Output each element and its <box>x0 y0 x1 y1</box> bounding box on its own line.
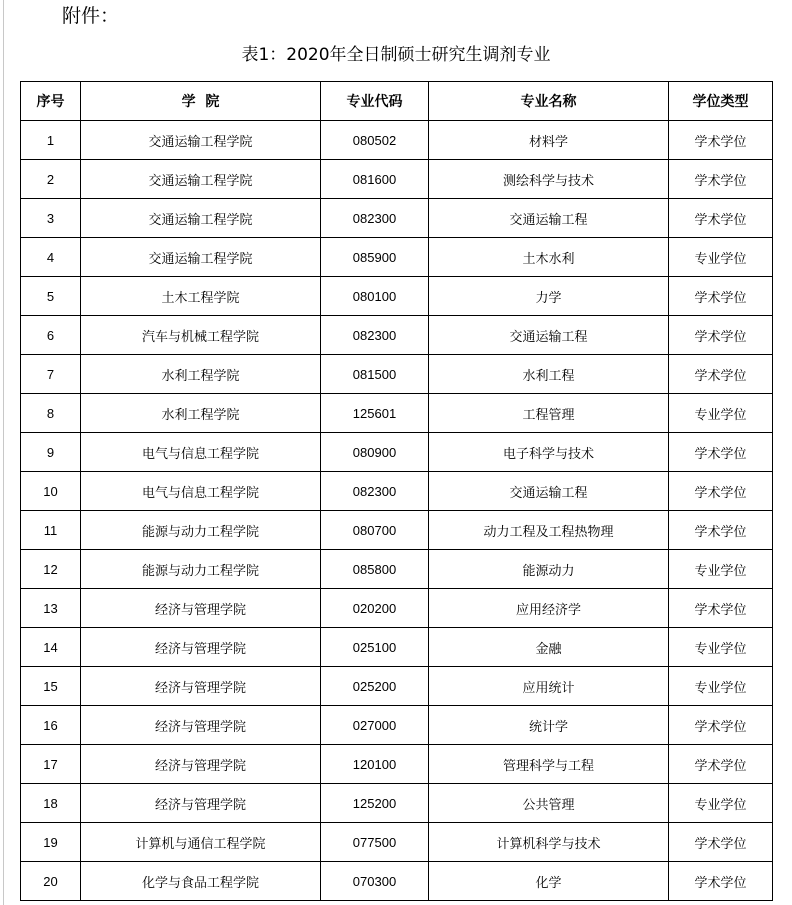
table-row <box>21 823 773 862</box>
header-row <box>21 82 773 121</box>
degree-type-cell: 专业学位 <box>669 784 773 823</box>
major-name-cell: 应用经济学 <box>429 589 669 628</box>
college-cell: 经济与管理学院 <box>81 628 321 667</box>
row-number: 10 <box>21 472 81 511</box>
table-row <box>21 160 773 199</box>
college-cell: 交通运输工程学院 <box>81 238 321 277</box>
college-cell: 化学与食品工程学院 <box>81 862 321 901</box>
major-code-cell: 077500 <box>321 823 429 862</box>
degree-type-cell: 专业学位 <box>669 550 773 589</box>
table-row <box>21 511 773 550</box>
row-number: 15 <box>21 667 81 706</box>
major-name-cell: 工程管理 <box>429 394 669 433</box>
col-header-major: 专业名称 <box>429 82 669 121</box>
degree-type-cell: 专业学位 <box>669 628 773 667</box>
degree-type-cell: 学术学位 <box>669 472 773 511</box>
table-row <box>21 589 773 628</box>
degree-type-cell: 学术学位 <box>669 355 773 394</box>
majors-table <box>20 81 773 901</box>
major-code-cell: 082300 <box>321 199 429 238</box>
major-name-cell: 动力工程及工程热物理 <box>429 511 669 550</box>
row-number: 3 <box>21 199 81 238</box>
degree-type-cell: 学术学位 <box>669 433 773 472</box>
major-name-cell: 管理科学与工程 <box>429 745 669 784</box>
row-number: 1 <box>21 121 81 160</box>
table-row <box>21 550 773 589</box>
major-name-cell: 电子科学与技术 <box>429 433 669 472</box>
college-cell: 交通运输工程学院 <box>81 199 321 238</box>
major-code-cell: 125200 <box>321 784 429 823</box>
left-margin-rule <box>3 0 4 905</box>
degree-type-cell: 学术学位 <box>669 589 773 628</box>
row-number: 2 <box>21 160 81 199</box>
major-code-cell: 081500 <box>321 355 429 394</box>
row-number: 11 <box>21 511 81 550</box>
col-header-college: 学 院 <box>81 82 321 121</box>
major-code-cell: 082300 <box>321 316 429 355</box>
college-cell: 经济与管理学院 <box>81 745 321 784</box>
row-number: 4 <box>21 238 81 277</box>
major-code-cell: 080700 <box>321 511 429 550</box>
table-row <box>21 433 773 472</box>
row-number: 16 <box>21 706 81 745</box>
col-header-degree: 学位类型 <box>669 82 773 121</box>
college-cell: 经济与管理学院 <box>81 667 321 706</box>
table-row <box>21 628 773 667</box>
college-cell: 交通运输工程学院 <box>81 160 321 199</box>
table-row <box>21 394 773 433</box>
college-cell: 汽车与机械工程学院 <box>81 316 321 355</box>
table-row <box>21 784 773 823</box>
major-name-cell: 公共管理 <box>429 784 669 823</box>
major-code-cell: 080100 <box>321 277 429 316</box>
degree-type-cell: 学术学位 <box>669 199 773 238</box>
college-cell: 经济与管理学院 <box>81 589 321 628</box>
degree-type-cell: 学术学位 <box>669 511 773 550</box>
degree-type-cell: 学术学位 <box>669 745 773 784</box>
major-code-cell: 080502 <box>321 121 429 160</box>
major-code-cell: 082300 <box>321 472 429 511</box>
college-cell: 水利工程学院 <box>81 394 321 433</box>
major-name-cell: 交通运输工程 <box>429 199 669 238</box>
row-number: 8 <box>21 394 81 433</box>
degree-type-cell: 学术学位 <box>669 160 773 199</box>
major-code-cell: 025200 <box>321 667 429 706</box>
major-code-cell: 085800 <box>321 550 429 589</box>
degree-type-cell: 学术学位 <box>669 823 773 862</box>
major-name-cell: 交通运输工程 <box>429 472 669 511</box>
table-title: 表1：2020年全日制硕士研究生调剂专业 <box>241 45 551 65</box>
major-name-cell: 统计学 <box>429 706 669 745</box>
row-number: 5 <box>21 277 81 316</box>
major-code-cell: 020200 <box>321 589 429 628</box>
table-row <box>21 706 773 745</box>
degree-type-cell: 学术学位 <box>669 316 773 355</box>
row-number: 14 <box>21 628 81 667</box>
college-cell: 计算机与通信工程学院 <box>81 823 321 862</box>
row-number: 18 <box>21 784 81 823</box>
degree-type-cell: 学术学位 <box>669 862 773 901</box>
table-row <box>21 238 773 277</box>
degree-type-cell: 专业学位 <box>669 238 773 277</box>
attachment-label: 附件： <box>62 5 120 27</box>
major-name-cell: 金融 <box>429 628 669 667</box>
col-header-no: 序号 <box>21 82 81 121</box>
major-code-cell: 081600 <box>321 160 429 199</box>
degree-type-cell: 学术学位 <box>669 121 773 160</box>
major-name-cell: 测绘科学与技术 <box>429 160 669 199</box>
table-row <box>21 472 773 511</box>
table-row <box>21 199 773 238</box>
row-number: 17 <box>21 745 81 784</box>
major-name-cell: 力学 <box>429 277 669 316</box>
college-cell: 土木工程学院 <box>81 277 321 316</box>
row-number: 20 <box>21 862 81 901</box>
table-row <box>21 277 773 316</box>
table-row <box>21 862 773 901</box>
degree-type-cell: 专业学位 <box>669 667 773 706</box>
table-row <box>21 355 773 394</box>
major-code-cell: 080900 <box>321 433 429 472</box>
major-code-cell: 120100 <box>321 745 429 784</box>
major-name-cell: 材料学 <box>429 121 669 160</box>
row-number: 9 <box>21 433 81 472</box>
row-number: 19 <box>21 823 81 862</box>
degree-type-cell: 学术学位 <box>669 277 773 316</box>
table-row <box>21 121 773 160</box>
row-number: 7 <box>21 355 81 394</box>
row-number: 12 <box>21 550 81 589</box>
college-cell: 经济与管理学院 <box>81 706 321 745</box>
major-name-cell: 能源动力 <box>429 550 669 589</box>
degree-type-cell: 学术学位 <box>669 706 773 745</box>
table-row <box>21 745 773 784</box>
college-cell: 电气与信息工程学院 <box>81 472 321 511</box>
major-name-cell: 计算机科学与技术 <box>429 823 669 862</box>
major-code-cell: 070300 <box>321 862 429 901</box>
col-header-code: 专业代码 <box>321 82 429 121</box>
major-name-cell: 应用统计 <box>429 667 669 706</box>
table-row <box>21 667 773 706</box>
college-cell: 交通运输工程学院 <box>81 121 321 160</box>
row-number: 6 <box>21 316 81 355</box>
major-code-cell: 085900 <box>321 238 429 277</box>
major-name-cell: 水利工程 <box>429 355 669 394</box>
row-number: 13 <box>21 589 81 628</box>
college-cell: 经济与管理学院 <box>81 784 321 823</box>
degree-type-cell: 专业学位 <box>669 394 773 433</box>
major-code-cell: 025100 <box>321 628 429 667</box>
college-cell: 能源与动力工程学院 <box>81 550 321 589</box>
major-name-cell: 交通运输工程 <box>429 316 669 355</box>
major-code-cell: 027000 <box>321 706 429 745</box>
college-cell: 能源与动力工程学院 <box>81 511 321 550</box>
major-name-cell: 土木水利 <box>429 238 669 277</box>
major-name-cell: 化学 <box>429 862 669 901</box>
table-row <box>21 316 773 355</box>
college-cell: 水利工程学院 <box>81 355 321 394</box>
major-code-cell: 125601 <box>321 394 429 433</box>
college-cell: 电气与信息工程学院 <box>81 433 321 472</box>
